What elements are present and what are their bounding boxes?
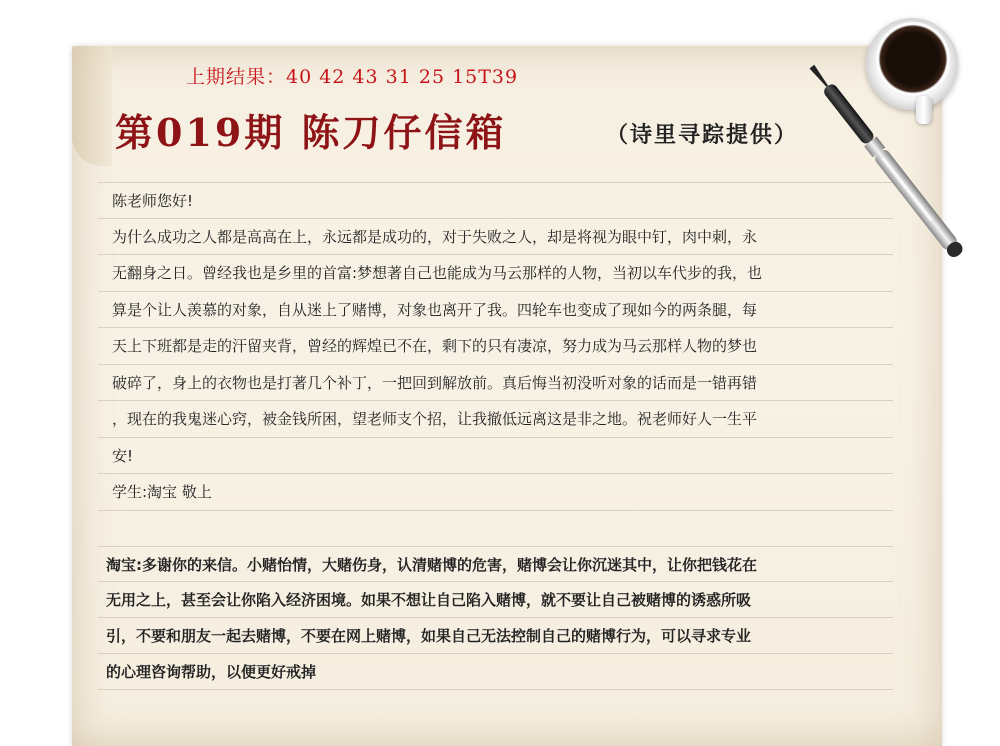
letter-line: 天上下班都是走的汗留夹背，曾经的辉煌已不在，剩下的只有凄凉，努力成为马云那样人物的梦也 [98, 328, 893, 365]
page-title: 第019期 陈刀仔信箱 [115, 110, 507, 155]
letter-line: 为什么成功之人都是高高在上，永远都是成功的，对于失败之人，却是将视为眼中钉，肉中刺，永 [98, 219, 893, 256]
reply-line: 引，不要和朋友一起去赌博，不要在网上赌博，如果自己无法控制自己的赌博行为，可以寻求专业 [98, 618, 893, 654]
letter-line: ，现在的我鬼迷心窍，被金钱所困，望老师支个招，让我撤低远离这是非之地。祝老师好人一生平 [98, 401, 893, 438]
letter-line: 无翻身之日。曾经我也是乡里的首富:梦想著自己也能成为马云那样的人物，当初以车代步的我，也 [98, 255, 893, 292]
letter-body [98, 182, 893, 511]
letter-line: 陈老师您好! [98, 182, 893, 219]
reply-body [98, 546, 893, 690]
last-result-text: 上期结果：40 42 43 31 25 15T39 [186, 66, 519, 88]
reply-line: 淘宝:多谢你的来信。小赌怡情，大赌伤身，认清赌博的危害，赌博会让你沉迷其中，让你把钱花在 [98, 546, 893, 582]
letter-line: 算是个让人羡慕的对象，自从迷上了赌博，对象也离开了我。四轮车也变成了现如今的两条腿，每 [98, 292, 893, 329]
reply-line: 的心理咨询帮助，以便更好戒掉 [98, 654, 893, 690]
fountain-pen-icon [800, 58, 990, 288]
paper-curl [72, 46, 112, 166]
reply-line: 无用之上，甚至会让你陷入经济困境。如果不想让自己陷入赌博，就不要让自己被赌博的诱惑所吸 [98, 582, 893, 618]
letter-line: 破碎了，身上的衣物也是打著几个补丁，一把回到解放前。真后悔当初没听对象的话而是一错再错 [98, 365, 893, 402]
letter-signature: 学生:淘宝 敬上 [98, 474, 893, 511]
provider-credit: （诗里寻踪提供） [606, 122, 799, 148]
letter-line: 安! [98, 438, 893, 475]
